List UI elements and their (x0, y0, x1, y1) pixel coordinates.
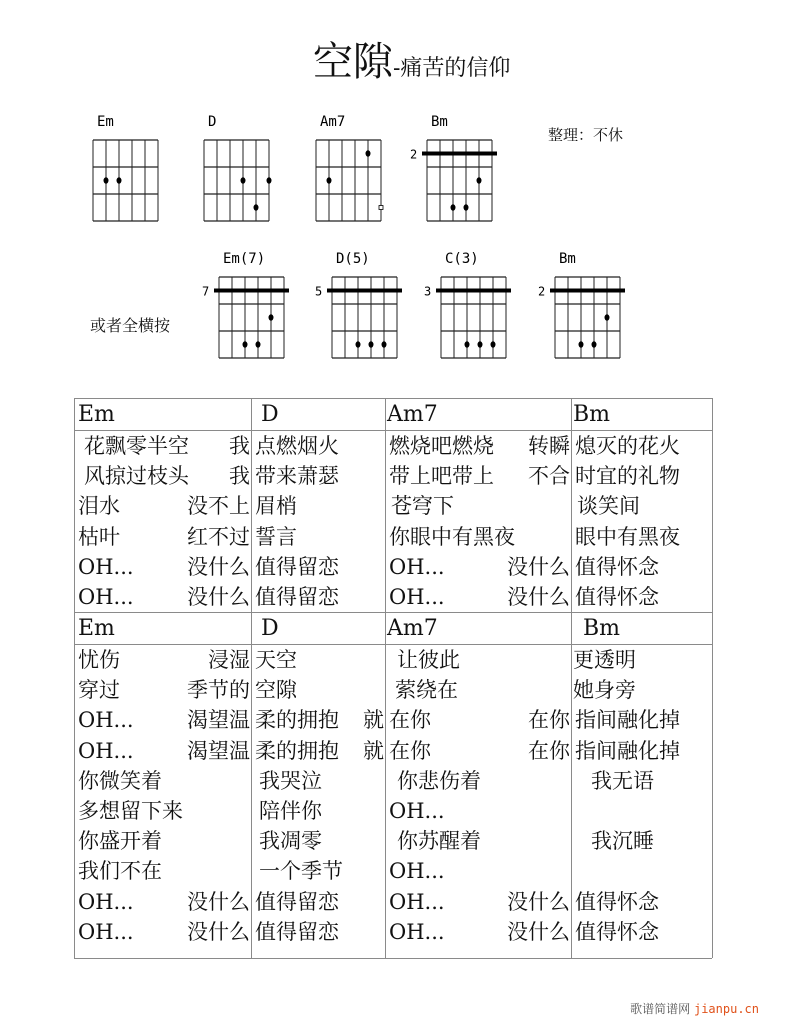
column-divider (251, 612, 252, 958)
lyric-text: 在你 (389, 738, 431, 763)
lyric-text: 我们不在 (78, 859, 162, 884)
lyric-text: 点燃烟火 (255, 434, 339, 458)
lyric-text-lead: 没什么 (187, 889, 250, 914)
lyric-text-lead: 浸湿 (208, 648, 250, 672)
lyric-text: 泪水 (78, 494, 120, 519)
table-border (74, 958, 712, 959)
lyric-text: 指间融化掉 (575, 738, 680, 763)
lyric-text: 我凋零 (259, 829, 322, 854)
lyric-text: OH... (389, 554, 445, 579)
chord-header: Em (78, 402, 115, 427)
lyric-text: 值得怀念 (575, 889, 659, 914)
lyric-text-lead: 没什么 (187, 585, 250, 609)
finger-dot (356, 341, 361, 347)
lyric-text-lead: 红不过 (187, 524, 250, 549)
lyric-text: 时宜的礼物 (575, 464, 680, 489)
column-divider (712, 612, 713, 958)
lyric-text-lead: 在你 (528, 708, 570, 733)
lyric-text: 眉梢 (255, 494, 297, 519)
finger-dot (267, 177, 272, 183)
finger-dot (592, 341, 597, 347)
lyric-text-lead: 季节的 (187, 678, 250, 703)
lyric-text: 带来萧瑟 (255, 464, 339, 489)
chord-name: D(5) (336, 251, 370, 267)
chord-diagram (204, 114, 272, 221)
chord-name: Em(7) (223, 251, 266, 267)
lyric-text: 她身旁 (573, 678, 636, 703)
header-divider (74, 644, 712, 645)
lyric-text: 柔的拥抱 (255, 708, 339, 733)
finger-dot (605, 314, 610, 320)
lyric-text: 花飘零半空 (84, 434, 189, 458)
lyric-text-lead: 没不上 (187, 494, 250, 519)
chord-diagram (93, 114, 158, 221)
lyric-text-lead: 在你 (528, 738, 570, 763)
watermark (630, 1000, 759, 1017)
finger-dot (464, 204, 469, 210)
lyric-text: 带上吧带上 (389, 464, 494, 489)
lyric-text: 穿过 (78, 678, 120, 703)
chord-header: Am7 (387, 402, 438, 427)
chord-name: Bm (559, 251, 576, 267)
lyric-text: 值得留恋 (255, 889, 339, 914)
finger-dot (382, 341, 387, 347)
lyric-text: 值得怀念 (575, 919, 659, 944)
lyric-text: 你悲伤着 (397, 768, 481, 793)
chord-diagram (424, 251, 511, 358)
lyric-text-lead: 我 (229, 464, 250, 489)
lyric-text: 我沉睡 (591, 829, 654, 854)
watermark-site: jianpu.cn (693, 1002, 759, 1016)
table-border (74, 398, 712, 399)
lyric-text-lead: 没什么 (507, 889, 570, 914)
column-divider (571, 398, 572, 612)
chord-header: D (261, 616, 279, 641)
chord-diagrams (0, 0, 787, 380)
lyric-text: 让彼此 (397, 648, 460, 672)
lyric-text: 苍穹下 (391, 494, 454, 519)
lyric-text: 风掠过枝头 (84, 464, 189, 489)
chord-header: Em (78, 616, 115, 641)
arranger-credit: 整理：不休 (548, 126, 624, 144)
lyric-text: 燃烧吧燃烧 (389, 434, 494, 458)
lyric-text: OH... (389, 799, 445, 823)
lyric-text: 眼中有黑夜 (575, 524, 680, 549)
finger-dot (327, 177, 332, 183)
chord-diagram (316, 114, 383, 221)
lyric-text: 值得怀念 (575, 585, 659, 609)
chord-name: Am7 (320, 114, 346, 130)
barre-fret-number: 3 (424, 284, 432, 299)
chord-diagram (410, 114, 497, 221)
lyric-text: OH... (78, 585, 134, 609)
lyric-text-lead: 不合 (528, 464, 570, 489)
lyric-text-lead: 没什么 (507, 554, 570, 579)
finger-dot (366, 150, 371, 156)
finger-dot (477, 177, 482, 183)
lyric-text: 熄灭的花火 (575, 434, 680, 458)
lyric-text: OH... (78, 554, 134, 579)
finger-dot (104, 177, 109, 183)
finger-dot (254, 204, 259, 210)
lyric-text-lead: 我 (229, 434, 250, 458)
column-divider (385, 612, 386, 958)
lyric-text: 谈笑间 (577, 494, 640, 519)
column-divider (251, 398, 252, 612)
table-border (74, 612, 712, 613)
lyric-text-lead: 渴望温 (187, 708, 250, 733)
lyric-text: 我无语 (591, 768, 654, 793)
chord-diagram (202, 251, 289, 358)
lyric-text: 在你 (389, 708, 431, 733)
lyric-text-lead: 没什么 (187, 919, 250, 944)
lyric-text-lead: 转瞬 (528, 434, 570, 458)
lyric-text: 一个季节 (259, 859, 343, 884)
lyric-text: OH... (78, 919, 134, 944)
finger-dot (241, 177, 246, 183)
lyric-text: 指间融化掉 (575, 708, 680, 733)
lyric-text: OH... (389, 889, 445, 914)
finger-dot (117, 177, 122, 183)
lyric-text: OH... (389, 919, 445, 944)
watermark-cn: 歌谱简谱网 (630, 1002, 691, 1016)
barre-fret-number: 2 (538, 284, 546, 299)
lyric-text-lead: 没什么 (507, 585, 570, 609)
barre-fret-number: 7 (202, 284, 210, 299)
lyric-text: 誓言 (255, 524, 297, 549)
lyric-text: 你苏醒着 (397, 829, 481, 854)
lyric-text: 值得留恋 (255, 554, 339, 579)
lyric-text: 陪伴你 (259, 799, 322, 823)
finger-dot (451, 204, 456, 210)
chord-header: Bm (583, 616, 621, 641)
column-divider (74, 612, 75, 958)
chord-header: Bm (573, 402, 611, 427)
optional-note-marker (379, 206, 383, 210)
chord-name: Em (97, 114, 114, 130)
lyric-text: 枯叶 (78, 524, 120, 549)
column-divider (385, 398, 386, 612)
column-divider (74, 398, 75, 612)
lyric-text: 忧伤 (78, 648, 120, 672)
lyric-text-lead: 渴望温 (187, 738, 250, 763)
title-main: 空隙 (313, 39, 393, 85)
lyric-text-lead: 没什么 (187, 554, 250, 579)
barre-fret-number: 2 (410, 147, 418, 162)
finger-dot (369, 341, 374, 347)
lyric-text: 空隙 (255, 678, 297, 703)
lyric-text: 天空 (255, 648, 297, 672)
lyric-text: 你微笑着 (78, 768, 162, 793)
lyric-text: 你盛开着 (78, 829, 162, 854)
chord-diagram (538, 251, 625, 358)
lyric-text-lead: 就 (363, 738, 384, 763)
alt-barre-label: 或者全横按 (90, 316, 171, 335)
barre-fret-number: 5 (315, 284, 323, 299)
lyric-text-lead: 没什么 (507, 919, 570, 944)
column-divider (571, 612, 572, 958)
lyric-text: 柔的拥抱 (255, 738, 339, 763)
lyric-text: 值得留恋 (255, 919, 339, 944)
finger-dot (491, 341, 496, 347)
lyric-text: 多想留下来 (78, 799, 183, 823)
finger-dot (269, 314, 274, 320)
finger-dot (579, 341, 584, 347)
finger-dot (256, 341, 261, 347)
chord-name: Bm (431, 114, 448, 130)
chord-header: Am7 (387, 616, 438, 641)
lyric-text: OH... (78, 738, 134, 763)
lyric-text: 萦绕在 (395, 678, 458, 703)
header-divider (74, 430, 712, 431)
chord-name: C(3) (445, 251, 479, 267)
finger-dot (243, 341, 248, 347)
lyric-text: OH... (78, 708, 134, 733)
chord-diagram (315, 251, 402, 358)
lyric-text: OH... (78, 889, 134, 914)
finger-dot (478, 341, 483, 347)
lyric-text: 更透明 (573, 648, 636, 672)
lyric-text-lead: 就 (363, 708, 384, 733)
column-divider (712, 398, 713, 612)
lyric-text: OH... (389, 585, 445, 609)
lyric-text: 你眼中有黑夜 (389, 524, 515, 549)
lyric-text: 值得留恋 (255, 585, 339, 609)
lyric-text: 值得怀念 (575, 554, 659, 579)
finger-dot (465, 341, 470, 347)
chord-name: D (208, 114, 217, 130)
lyric-text: OH... (389, 859, 445, 884)
title-subtitle: -痛苦的信仰 (393, 56, 511, 81)
chord-header: D (261, 402, 279, 427)
lyric-text: 我哭泣 (259, 768, 322, 793)
